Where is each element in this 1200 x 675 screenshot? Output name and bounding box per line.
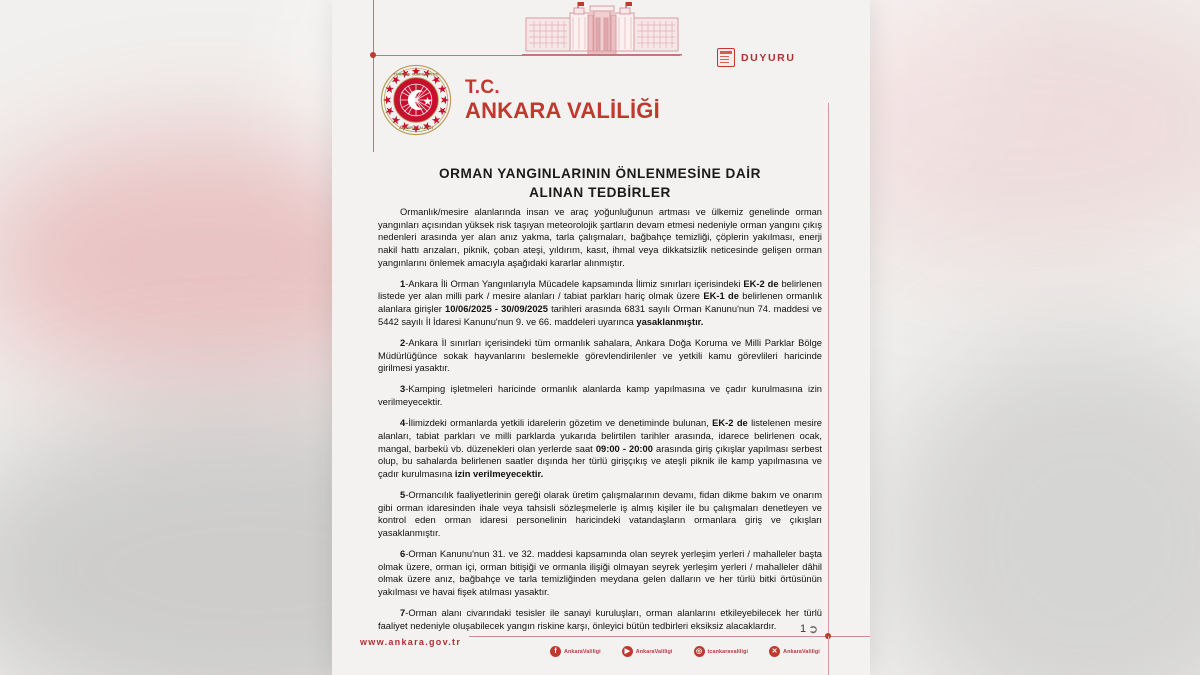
svg-text:TÜRKİYE CUMHURİYETİ: TÜRKİYE CUMHURİYETİ xyxy=(393,71,439,77)
paragraph-madde-3: 3-Kamping işletmeleri haricinde ormanlık alanlarda kamp yapılmasına ve çadır kurulmasına izin verilmeyecektir. xyxy=(378,384,822,408)
social-link-youtube[interactable] xyxy=(622,646,673,657)
organization-line-1: T.C. xyxy=(465,76,500,98)
paragraph-intro: Ormanlık/mesire alanlarında insan ve araç yoğunluğunun artması ve ülkemiz genelinde orman yangınları açısından yüksek risk taşıyan meteorolojik şartların devam etmesi nedeniyle orman yangını çıkış nedenleri arasında yer alan anız yakma, tarla çalışmaları, bağbahçe temizliği, çöplerin yakılması, enerji nakil hattı arızaları, piknik, çoban ateşi, yıldırım, kasıt, ihmal veya dikkatsizlik neticesinde gelişen orman yangınlarını önlemek amacıyla aşağıdaki kararlar alınmıştır. xyxy=(378,207,822,268)
paragraph-madde-2: 2-Ankara İl sınırları içerisindeki tüm ormanlık sahalara, Ankara Doğa Koruma ve Milli Parklar Bölge Müdürlüğünce sokak hayvanlarını beslemekle görevlendirilenler ve yetkili kamu görevlileri haricinde girilmesi yasaktır. xyxy=(378,337,822,374)
social-link-facebook[interactable] xyxy=(550,646,601,657)
youtube-icon: ▶ xyxy=(622,646,633,657)
share-arrow-icon: ➲ xyxy=(808,622,819,636)
instagram-icon: ◎ xyxy=(694,646,705,657)
social-handle: AnkaraValiligi xyxy=(783,648,820,655)
paragraph-madde-4: 4-İlimizdeki ormanlarda yetkili idarelerin gözetim ve denetiminde bulunan, EK-2 de listelenen mesire alanları, tabiat parkları ve milli parklarda yukarıda belirtilen tarihler arasında, idarece belirlenen ocak, mangal, barbekü vb. düzenekleri olan yerlerde saat 09:00 - 20:00 arasında giriş çıkışlar yapılması serbest olup, bu sahalarda belirlenen saatler dışında her türlü girişçıkış ve ateşli piknik ile kamp yapılmasına ve çadır kurulmasına izin verilmeyecektir. xyxy=(378,418,823,479)
facebook-icon: f xyxy=(550,646,561,657)
parliament-building-icon xyxy=(522,2,682,56)
turkey-republic-emblem-icon xyxy=(380,64,452,136)
page-title xyxy=(370,164,830,203)
background-blob-grey-right xyxy=(880,330,1200,675)
organization-logo-block xyxy=(380,64,660,136)
paragraph-madde-5: 5-Ormancılık faaliyetlerinin gereği olarak üretim çalışmalarının devamı, fidan dikme bakım ve onarım gibi orman idaresinden ihale veya tahsisli sözleşmelerle iş almış kişiler ile bu çalışmaları denetleyen ve kontrol eden orman idaresi personelinin haricindeki vatandaşların ormanlara giriş ve çıkışları yasaklanmıştır. xyxy=(378,489,822,538)
paragraph-madde-6: 6-Orman Kanunu'nun 31. ve 32. maddesi kapsamında olan seyrek yerleşim yerleri / mahalleler başta olmak üzere, orman içi, orman bitişiği ve ormanla ilişiği olmayan seyrek yerleşim yerleri / mahalleler dâhil olmak üzere anız, bağbahçe ve tarla temizliğinden meydana gelen dalların ve her türlü bitki örtüsünün yakılması ve havai fişek atılması yasaktır. xyxy=(378,549,822,598)
announcement-icon xyxy=(717,48,735,67)
social-link-instagram[interactable] xyxy=(694,646,749,657)
decorative-dot-top xyxy=(370,52,376,58)
page-number: 1 xyxy=(800,623,807,635)
document-body xyxy=(378,206,822,633)
decorative-vertical-line-left xyxy=(373,0,374,152)
social-handle: tcankaravaliligi xyxy=(707,648,749,655)
document-page xyxy=(332,0,870,675)
paragraph-madde-1: 1-Ankara İli Orman Yangınlarıyla Mücadele kapsamında İlimiz sınırları içerisindeki EK-2 de belirlenen listede yer alan milli park / mesire alanları / tabiat parkları hariç olmak üzere EK-1 de belirlenen ormanlık alanlara girişler 10/06/2025 - 30/09/2025 tarihleri arasında 6831 sayılı Orman Kanunu'nun 74. maddesi ve 5442 sayılı İl İdaresi Kanunu'nun 9. ve 66. maddeleri uyarınca yasaklanmıştır. xyxy=(378,278,823,327)
organization-name xyxy=(465,78,660,122)
paragraph-madde-7: 7-Orman alanı civarındaki tesisler ile sanayi kuruluşları, orman alanlarını etkileyebilecek her türlü faaliyet nedeniyle oluşabilecek yangın riskine karşı, önleyici bütün tedbirleri eksiksiz alacaklardır. xyxy=(378,608,822,631)
website-url[interactable]: www.ankara.gov.tr xyxy=(360,637,462,647)
svg-text:ANKARA VALİLİĞİ: ANKARA VALİLİĞİ xyxy=(399,124,433,130)
social-links xyxy=(550,646,820,657)
decorative-vertical-line-bottom xyxy=(828,636,829,675)
decorative-horizontal-line-bottom xyxy=(469,636,870,637)
page-number-block xyxy=(800,622,818,636)
social-handle: AnkaraValiligi xyxy=(635,648,673,655)
page-title-line-2: ALINAN TEDBİRLER xyxy=(529,185,671,201)
page-title-line-1: ORMAN YANGINLARININ ÖNLENMESİNE DAİR xyxy=(439,166,761,181)
announcement-badge xyxy=(717,48,796,67)
announcement-badge-label: DUYURU xyxy=(741,51,796,64)
organization-line-2: ANKARA VALİLİĞİ xyxy=(465,97,660,123)
social-link-x-twitter[interactable] xyxy=(769,646,820,657)
social-handle: AnkaraValiligi xyxy=(564,648,601,655)
x-twitter-icon: ✕ xyxy=(769,646,780,657)
